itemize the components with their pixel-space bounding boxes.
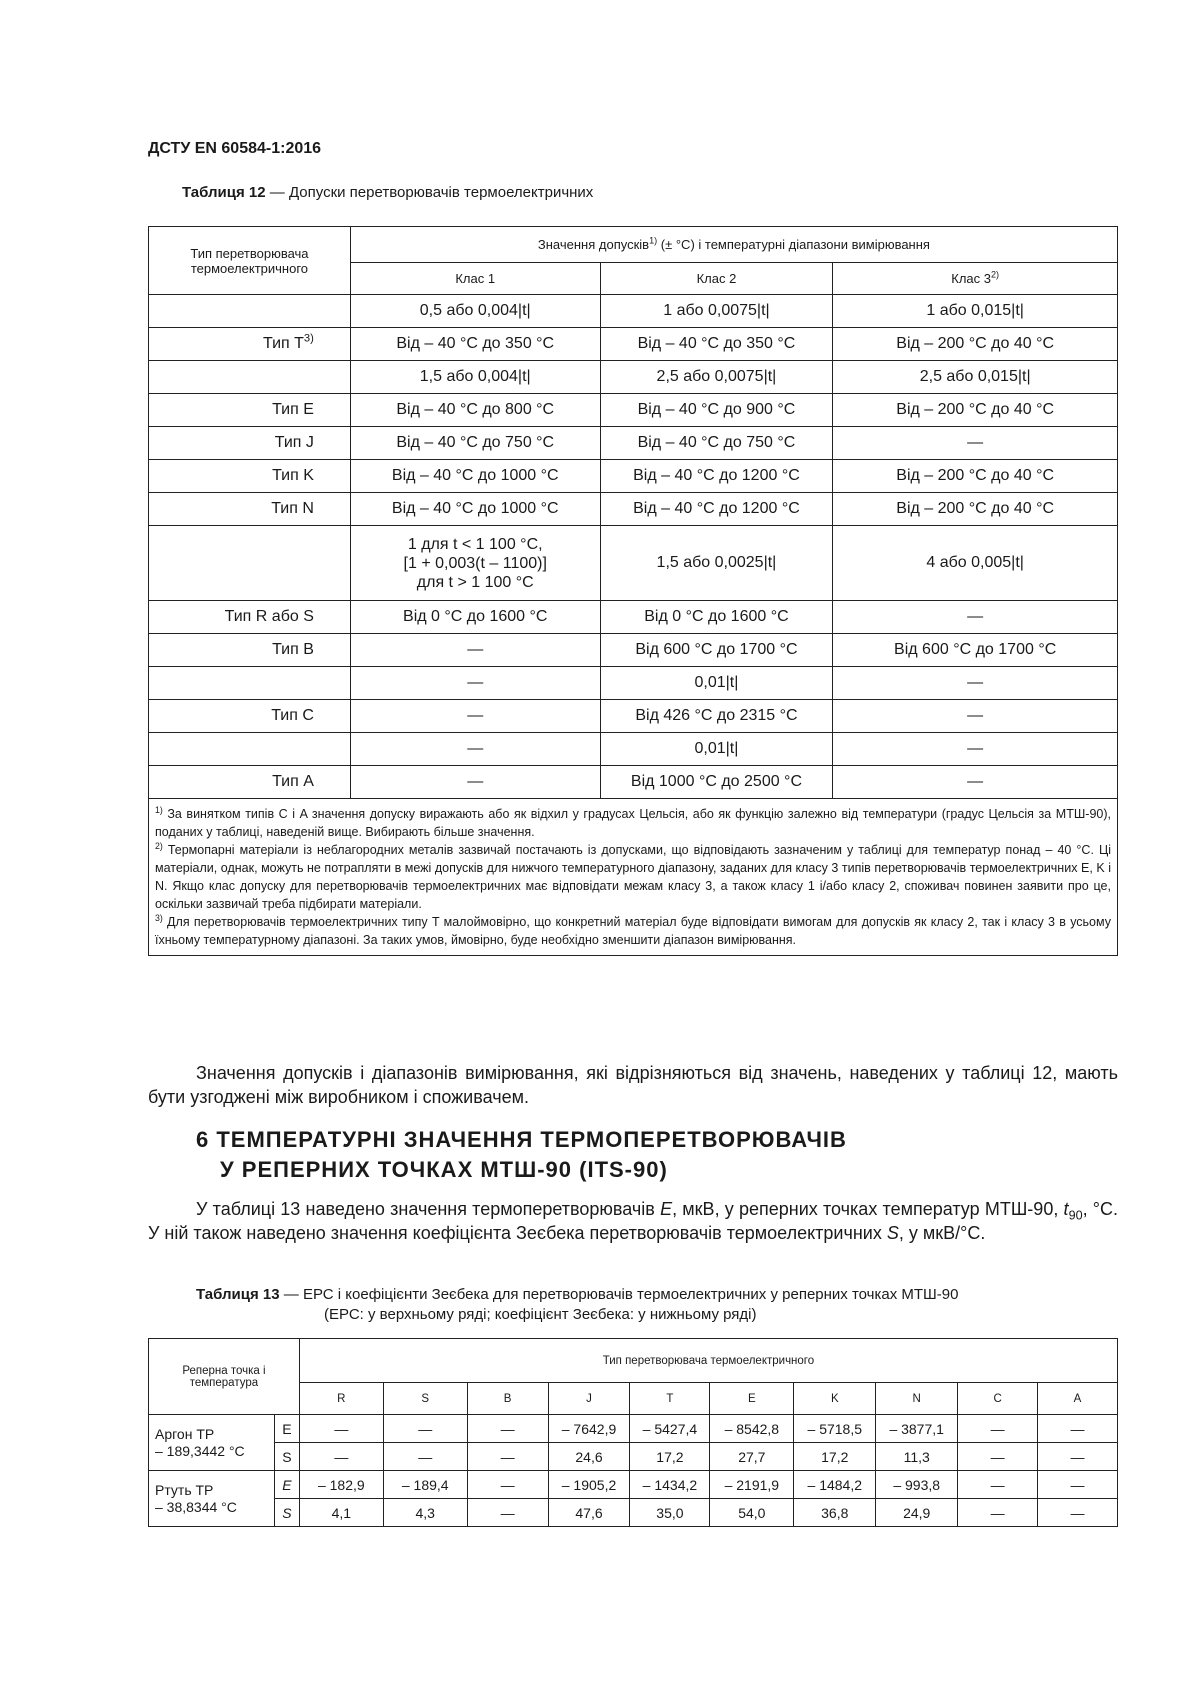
table-cell: Від – 40 °C до 1200 °C bbox=[600, 493, 833, 526]
table-cell: Від – 40 °C до 750 °C bbox=[350, 427, 600, 460]
paragraph-table13-intro: У таблиці 13 наведено значення термоперетворювачів E, мкВ, у реперних точках температур МТШ-90, $t_{90}$, °C. У ній також наведено значення коефіцієнта Зеєбека перетворювачів термоелектричних S, у мкВ/°C. bbox=[148, 1199, 1118, 1243]
table-cell: Від 600 °C до 1700 °C bbox=[833, 634, 1118, 667]
table-cell: — bbox=[467, 1471, 548, 1499]
table-cell: 35,0 bbox=[630, 1499, 710, 1527]
table-cell-type bbox=[149, 361, 351, 394]
table-cell: — bbox=[467, 1443, 548, 1471]
table-cell: — bbox=[350, 733, 600, 766]
table-cell-type bbox=[149, 295, 351, 328]
table-cell: — bbox=[1038, 1499, 1118, 1527]
table13-caption bbox=[196, 1286, 1116, 1303]
fixed-point-cell bbox=[149, 1415, 275, 1471]
fixed-point-cell bbox=[149, 1471, 275, 1527]
table-cell-type bbox=[149, 766, 351, 799]
table-cell: Від 600 °C до 1700 °C bbox=[600, 634, 833, 667]
table13-header-type-j: J bbox=[548, 1383, 630, 1415]
table-cell-type bbox=[149, 328, 351, 361]
table-cell: 54,0 bbox=[710, 1499, 794, 1527]
table-cell: — bbox=[958, 1415, 1038, 1443]
table-cell: 4,3 bbox=[383, 1499, 467, 1527]
table13-header-type-a: A bbox=[1038, 1383, 1118, 1415]
table-cell-type bbox=[149, 700, 351, 733]
table13-header-type-c: C bbox=[958, 1383, 1038, 1415]
table-row bbox=[149, 634, 1118, 667]
table13-header-type-b: B bbox=[467, 1383, 548, 1415]
table-cell: Від – 200 °C до 40 °C bbox=[833, 328, 1118, 361]
fixed-point-name: Ртуть ТР bbox=[155, 1481, 214, 1498]
table-cell: 0,01|t| bbox=[600, 733, 833, 766]
table-cell-type bbox=[149, 634, 351, 667]
table-row bbox=[149, 700, 1118, 733]
table-cell: 1 або 0,015|t| bbox=[833, 295, 1118, 328]
table-row bbox=[149, 601, 1118, 634]
table-cell: – 5718,5 bbox=[794, 1415, 876, 1443]
table-cell-type bbox=[149, 667, 351, 700]
table-cell: 1,5 або 0,004|t| bbox=[350, 361, 600, 394]
table-cell: Від 1000 °C до 2500 °C bbox=[600, 766, 833, 799]
table-cell: – 8542,8 bbox=[710, 1415, 794, 1443]
table-cell: Від – 200 °C до 40 °C bbox=[833, 460, 1118, 493]
table-cell: Від – 40 °C до 1000 °C bbox=[350, 460, 600, 493]
table-cell: — bbox=[833, 766, 1118, 799]
table-row bbox=[149, 295, 1118, 328]
type-label: Тип E bbox=[272, 401, 314, 418]
table-cell: – 993,8 bbox=[876, 1471, 958, 1499]
table-row bbox=[149, 667, 1118, 700]
table-cell: – 189,4 bbox=[383, 1471, 467, 1499]
table13-header-type-k: K bbox=[794, 1383, 876, 1415]
table13-header-type-t: T bbox=[630, 1383, 710, 1415]
table12 bbox=[148, 226, 1118, 956]
table-cell: — bbox=[833, 601, 1118, 634]
table-cell: Від 0 °C до 1600 °C bbox=[600, 601, 833, 634]
table12-caption bbox=[182, 184, 593, 201]
table-row bbox=[149, 361, 1118, 394]
table13-header-type-e: E bbox=[710, 1383, 794, 1415]
quantity-label: E bbox=[274, 1415, 299, 1443]
table-cell: 24,9 bbox=[876, 1499, 958, 1527]
table-cell: 1 або 0,0075|t| bbox=[600, 295, 833, 328]
table12-notes bbox=[149, 799, 1118, 956]
table-cell: Від – 200 °C до 40 °C bbox=[833, 493, 1118, 526]
table-cell: 11,3 bbox=[876, 1443, 958, 1471]
table-cell: — bbox=[299, 1443, 383, 1471]
table-cell: — bbox=[833, 733, 1118, 766]
table-cell: — bbox=[833, 427, 1118, 460]
table-cell: 17,2 bbox=[630, 1443, 710, 1471]
table-row bbox=[149, 766, 1118, 799]
table13-header-group: Тип перетворювача термоелектричного bbox=[299, 1339, 1117, 1383]
type-label: Тип J bbox=[274, 434, 314, 451]
table-cell: — bbox=[1038, 1443, 1118, 1471]
table-cell: — bbox=[958, 1499, 1038, 1527]
table12-header-group: Значення допусків$^{1)}$ (± °C) і температурні діапазони вимірювання bbox=[350, 227, 1117, 263]
quantity-label: E bbox=[274, 1471, 299, 1499]
table-cell: 27,7 bbox=[710, 1443, 794, 1471]
table-cell: — bbox=[383, 1415, 467, 1443]
type-label: Тип B bbox=[272, 641, 314, 658]
table-cell: — bbox=[833, 667, 1118, 700]
footnote-2: $^{2)}$ Термопарні матеріали із неблагородних металів зазвичай постачають із допусками, що відповідають зазначеним у таблиці для температур понад – 40 °C. Ці матеріали, однак, можуть не потрапляти в межі допусків для нижчого температурного діапазону, заданих для класу 3 типів перетворювачів термоелектричних E, K і N. Якщо клас допуску для перетворювачів термоелектричних має відповідати межам класу 3, а також класу 1 і/або класу 2, споживач повинен заявити про це, оскільки зазвичай треба підбирати матеріали. bbox=[155, 840, 1111, 911]
type-label: Тип A bbox=[272, 773, 314, 790]
table13-header-type-s: S bbox=[383, 1383, 467, 1415]
table-cell-type bbox=[149, 601, 351, 634]
table12-header-class1: Клас 1 bbox=[350, 263, 600, 295]
table-cell: – 1484,2 bbox=[794, 1471, 876, 1499]
table-cell: — bbox=[350, 634, 600, 667]
table-cell: Від – 200 °C до 40 °C bbox=[833, 394, 1118, 427]
table-cell: Від – 40 °C до 900 °C bbox=[600, 394, 833, 427]
fixed-point-temperature: – 189,3442 °C bbox=[155, 1442, 245, 1459]
table-row bbox=[149, 526, 1118, 601]
table-cell-type bbox=[149, 394, 351, 427]
table-cell: – 1905,2 bbox=[548, 1471, 630, 1499]
table-row bbox=[149, 733, 1118, 766]
table-cell: Від – 40 °C до 800 °C bbox=[350, 394, 600, 427]
table-cell: 4,1 bbox=[299, 1499, 383, 1527]
table-row bbox=[149, 1443, 1118, 1471]
table-row bbox=[149, 427, 1118, 460]
table-cell: — bbox=[350, 766, 600, 799]
table-cell: 24,6 bbox=[548, 1443, 630, 1471]
table13-caption-text: — ЕРС і коефіцієнти Зеєбека для перетворювачів термоелектричних у реперних точках МТШ-90 bbox=[279, 1286, 959, 1303]
table-cell bbox=[149, 526, 351, 601]
table-cell: – 7642,9 bbox=[548, 1415, 630, 1443]
section-heading-line1: 6 ТЕМПЕРАТУРНІ ЗНАЧЕННЯ ТЕРМОПЕРЕТВОРЮВАЧІВ bbox=[196, 1127, 847, 1152]
section-heading-line2: У РЕПЕРНИХ ТОЧКАХ МТШ-90 (ITS-90) bbox=[220, 1157, 668, 1182]
table-cell: 0,5 або 0,004|t| bbox=[350, 295, 600, 328]
type-footnote-ref: 3) bbox=[303, 332, 314, 345]
table-cell: — bbox=[350, 700, 600, 733]
table12-header-type: Тип перетворювача термоелектричного bbox=[149, 227, 351, 295]
table-cell: – 2191,9 bbox=[710, 1471, 794, 1499]
table-cell: 2,5 або 0,0075|t| bbox=[600, 361, 833, 394]
fixed-point-temperature: – 38,8344 °C bbox=[155, 1498, 237, 1515]
table-row bbox=[149, 460, 1118, 493]
table-cell: 1,5 або 0,0025|t| bbox=[600, 526, 833, 601]
type-label: Тип N bbox=[271, 500, 314, 517]
table12-caption-text: — Допуски перетворювачів термоелектричних bbox=[265, 184, 594, 201]
footnote-1: $^{1)}$ За винятком типів C і A значення допуску виражають або як відхил у градусах Цельсія, або як функцію залежно від температури (градус Цельсія за МТШ-90), поданих у таблиці, наведеній вище. Вибирають більше значення. bbox=[155, 804, 1111, 839]
table-cell: — bbox=[467, 1415, 548, 1443]
table12-header-class2: Клас 2 bbox=[600, 263, 833, 295]
table-cell: 0,01|t| bbox=[600, 667, 833, 700]
paragraph-tolerances: Значення допусків і діапазонів вимірювання, які відрізняються від значень, наведених у таблиці 12, мають бути узгоджені між виробником і споживачем. bbox=[148, 1063, 1118, 1107]
table12-caption-label: Таблиця 12 bbox=[182, 184, 266, 201]
table-cell: 4 або 0,005|t| bbox=[833, 526, 1118, 601]
table-row bbox=[149, 1499, 1118, 1527]
table-cell: Від – 40 °C до 350 °C bbox=[600, 328, 833, 361]
table-cell: Від – 40 °C до 1200 °C bbox=[600, 460, 833, 493]
table-cell-type bbox=[149, 493, 351, 526]
footnote-3: $^{3)}$ Для перетворювачів термоелектричних типу T малоймовірно, що конкретний матеріал буде відповідати вимогам для допусків як класу 2, так і класу 3 в усьому їхньому температурному діапазоні. За таких умов, ймовірно, буде необхідно зменшити діапазон вимірювання. bbox=[155, 912, 1111, 947]
table12-notes-row bbox=[149, 799, 1118, 956]
table13-header-type-n: N bbox=[876, 1383, 958, 1415]
table-cell-type bbox=[149, 733, 351, 766]
type-label: Тип C bbox=[271, 707, 314, 724]
table-cell: — bbox=[958, 1471, 1038, 1499]
table-cell: 2,5 або 0,015|t| bbox=[833, 361, 1118, 394]
table-cell: Від 426 °C до 2315 °C bbox=[600, 700, 833, 733]
table-cell: — bbox=[383, 1443, 467, 1471]
table-cell: Від 0 °C до 1600 °C bbox=[350, 601, 600, 634]
table13-caption-label: Таблиця 13 bbox=[196, 1286, 280, 1303]
table-cell: Від – 40 °C до 350 °C bbox=[350, 328, 600, 361]
table13 bbox=[148, 1338, 1118, 1527]
table-cell: – 1434,2 bbox=[630, 1471, 710, 1499]
quantity-label: S bbox=[274, 1499, 299, 1527]
table-cell: — bbox=[350, 667, 600, 700]
table-cell: 47,6 bbox=[548, 1499, 630, 1527]
table-cell: — bbox=[833, 700, 1118, 733]
type-label: Тип R або S bbox=[224, 608, 314, 625]
table13-caption-line2: (ЕРС: у верхньому ряді; коефіцієнт Зеєбека: у нижньому ряді) bbox=[324, 1306, 757, 1323]
table-row bbox=[149, 493, 1118, 526]
table-cell: – 3877,1 bbox=[876, 1415, 958, 1443]
table-cell: — bbox=[467, 1499, 548, 1527]
table13-header-type-r: R bbox=[299, 1383, 383, 1415]
table-cell: 36,8 bbox=[794, 1499, 876, 1527]
table-row bbox=[149, 1471, 1118, 1499]
table-cell: 17,2 bbox=[794, 1443, 876, 1471]
table-cell: — bbox=[299, 1415, 383, 1443]
table-row bbox=[149, 394, 1118, 427]
table-cell: 1 для t < 1 100 °C, [1 + 0,003(t – 1100)] для t > 1 100 °C bbox=[350, 526, 600, 601]
table-cell: Від – 40 °C до 750 °C bbox=[600, 427, 833, 460]
table12-header-class3: Клас 3$^{2)}$ bbox=[833, 263, 1118, 295]
table-cell: – 5427,4 bbox=[630, 1415, 710, 1443]
table-cell: Від – 40 °C до 1000 °C bbox=[350, 493, 600, 526]
table-row bbox=[149, 328, 1118, 361]
quantity-label: S bbox=[274, 1443, 299, 1471]
table-cell: — bbox=[958, 1443, 1038, 1471]
table-cell: — bbox=[1038, 1471, 1118, 1499]
table-cell-type bbox=[149, 460, 351, 493]
fixed-point-name: Аргон ТР bbox=[155, 1425, 215, 1442]
document-id: ДСТУ EN 60584-1:2016 bbox=[148, 140, 322, 157]
table-cell-type bbox=[149, 427, 351, 460]
table-row bbox=[149, 1415, 1118, 1443]
type-label: Тип K bbox=[272, 467, 314, 484]
table-cell: – 182,9 bbox=[299, 1471, 383, 1499]
table13-header-point: Реперна точка і температура bbox=[149, 1339, 300, 1415]
table-cell: — bbox=[1038, 1415, 1118, 1443]
type-label: Тип T bbox=[263, 335, 304, 352]
